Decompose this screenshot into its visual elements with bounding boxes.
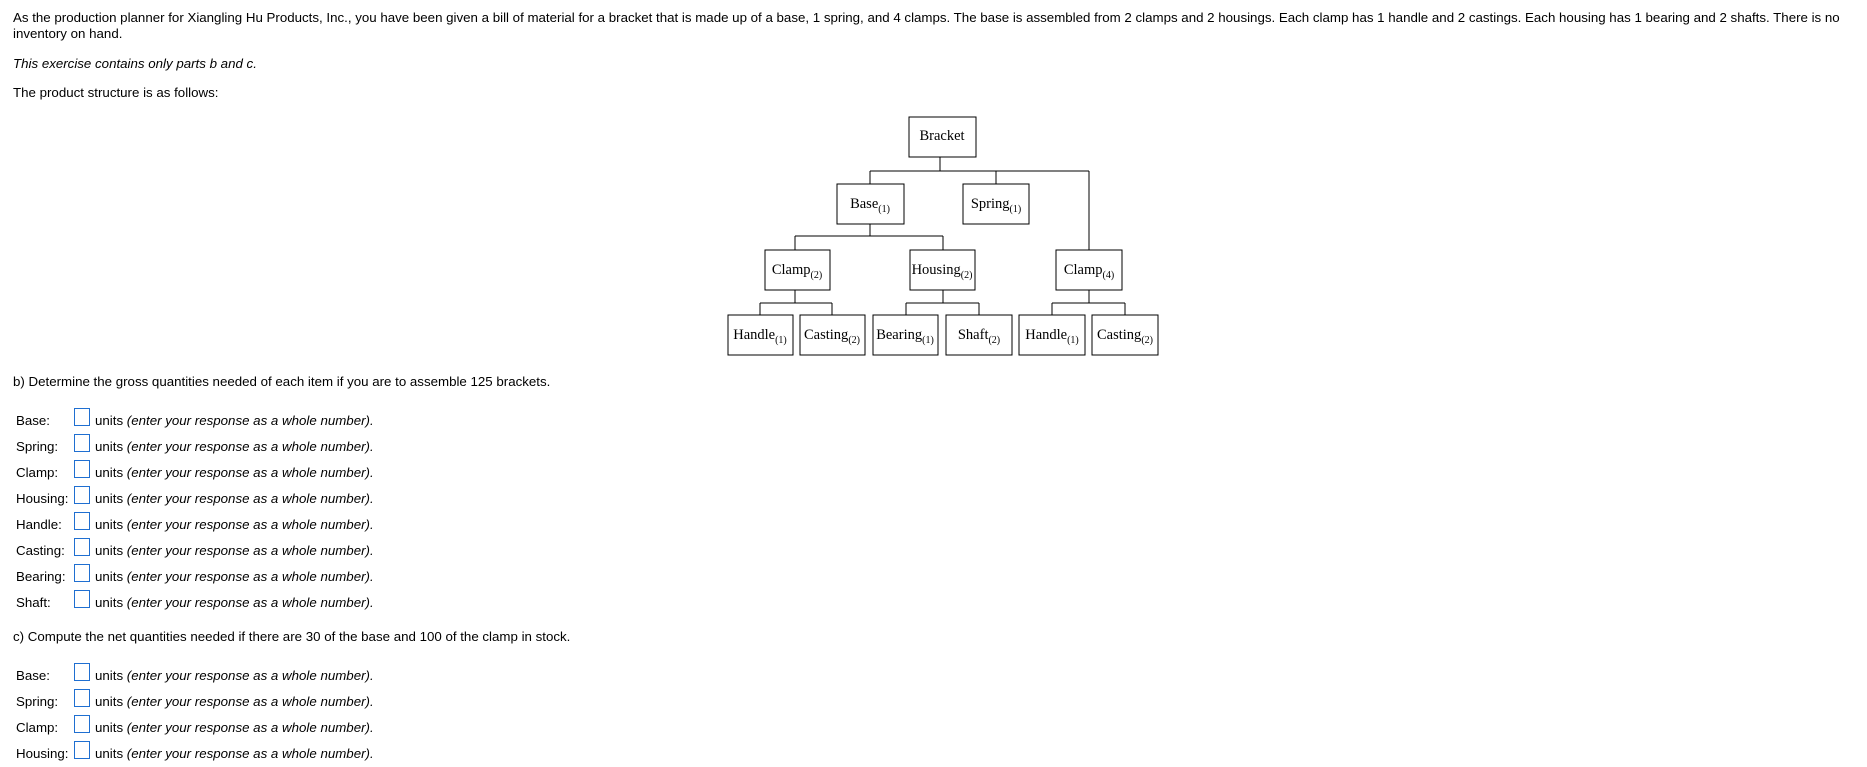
node-label: Casting — [1097, 327, 1142, 343]
node-casting — [1092, 315, 1158, 355]
structure-intro: The product structure is as follows: — [13, 85, 219, 100]
node-bearing — [873, 315, 938, 355]
node-label: Handle — [1025, 327, 1068, 343]
node-handle — [1019, 315, 1085, 355]
item-label: Handle: — [16, 517, 62, 532]
answer-hint: (enter your response as a whole number). — [126, 413, 374, 428]
units-text: units — [95, 569, 124, 584]
node-housing — [910, 250, 975, 290]
node-handle — [728, 315, 793, 355]
node-label: Casting — [804, 327, 849, 343]
node-quantity: (2) — [848, 335, 860, 346]
node-label: Bracket — [919, 128, 965, 144]
node-spring — [963, 184, 1029, 224]
answer-input[interactable] — [74, 434, 90, 452]
answer-input[interactable] — [74, 590, 90, 608]
units-text: units — [95, 746, 124, 761]
node-label: Housing — [911, 262, 961, 278]
node-label: Clamp — [771, 262, 811, 278]
item-label: Housing: — [16, 746, 69, 761]
answer-hint: (enter your response as a whole number). — [126, 465, 374, 480]
item-label: Spring: — [16, 439, 59, 454]
item-label: Shaft: — [16, 595, 51, 610]
node-clamp-2 — [765, 250, 830, 290]
units-text: units — [95, 439, 124, 454]
node-quantity: (2) — [960, 270, 973, 281]
units-text: units — [95, 543, 124, 558]
answer-hint: (enter your response as a whole number). — [126, 543, 374, 558]
answer-hint: (enter your response as a whole number). — [126, 668, 374, 683]
node-label: Shaft — [957, 327, 989, 343]
item-label: Base: — [16, 668, 51, 683]
node-label: Handle — [733, 327, 776, 343]
node-quantity: (1) — [878, 204, 890, 215]
item-label: Casting: — [16, 543, 65, 558]
exercise-note: This exercise contains only parts b and c. — [13, 56, 257, 71]
answer-input[interactable] — [74, 689, 90, 707]
node-quantity: (2) — [1141, 335, 1153, 346]
node-quantity: (1) — [1067, 335, 1079, 346]
answer-input[interactable] — [74, 408, 90, 426]
answer-hint: (enter your response as a whole number). — [126, 720, 374, 735]
problem-statement: As the production planner for Xiangling Hu Products, Inc., you have been given a bill of material for a bracket that is made up of a base, 1 spring, and 4 clamps. The base is assembled from 2 clamps and 2 housings. Each clamp has 1 handle and 2 castings. Each housing has 1 bearing and 2 shafts. There is no inventory on hand. — [13, 10, 1840, 41]
node-bracket — [909, 117, 976, 157]
answer-input[interactable] — [74, 715, 90, 733]
node-casting — [800, 315, 865, 355]
item-label: Clamp: — [16, 720, 59, 735]
units-text: units — [95, 694, 124, 709]
answer-input[interactable] — [74, 538, 90, 556]
tree-edges — [760, 157, 1125, 315]
units-text: units — [95, 465, 124, 480]
answer-hint: (enter your response as a whole number). — [126, 569, 374, 584]
node-quantity: (1) — [775, 335, 787, 346]
node-quantity: (1) — [922, 335, 934, 346]
answer-hint: (enter your response as a whole number). — [126, 439, 374, 454]
units-text: units — [95, 595, 124, 610]
node-label: Base — [850, 196, 879, 212]
node-label: Spring — [970, 196, 1010, 212]
node-quantity: (4) — [1102, 270, 1115, 281]
node-quantity: (2) — [810, 270, 823, 281]
units-text: units — [95, 491, 124, 506]
units-text: units — [95, 668, 124, 683]
item-label: Base: — [16, 413, 51, 428]
node-base — [837, 184, 904, 224]
answer-input[interactable] — [74, 741, 90, 759]
answer-hint: (enter your response as a whole number). — [126, 694, 374, 709]
units-text: units — [95, 413, 124, 428]
answer-input[interactable] — [74, 663, 90, 681]
part-c-question: c) Compute the net quantities needed if there are 30 of the base and 100 of the clamp in stock. — [13, 629, 571, 644]
node-label: Bearing — [876, 327, 923, 343]
product-structure-diagram — [0, 0, 1867, 370]
answer-hint: (enter your response as a whole number). — [126, 517, 374, 532]
answer-hint: (enter your response as a whole number). — [126, 491, 374, 506]
item-label: Clamp: — [16, 465, 59, 480]
answer-hint: (enter your response as a whole number). — [126, 595, 374, 610]
node-shaft — [946, 315, 1012, 355]
node-clamp-4 — [1056, 250, 1122, 290]
answer-input[interactable] — [74, 460, 90, 478]
answer-input[interactable] — [74, 564, 90, 582]
answer-input[interactable] — [74, 512, 90, 530]
part-b-question: b) Determine the gross quantities needed of each item if you are to assemble 125 brackets. — [13, 374, 551, 389]
item-label: Bearing: — [16, 569, 66, 584]
node-label: Clamp — [1063, 262, 1103, 278]
units-text: units — [95, 720, 124, 735]
answer-input[interactable] — [74, 486, 90, 504]
node-quantity: (1) — [1009, 204, 1022, 215]
item-label: Spring: — [16, 694, 59, 709]
answer-hint: (enter your response as a whole number). — [126, 746, 374, 761]
node-quantity: (2) — [988, 335, 1001, 346]
item-label: Housing: — [16, 491, 69, 506]
units-text: units — [95, 517, 124, 532]
